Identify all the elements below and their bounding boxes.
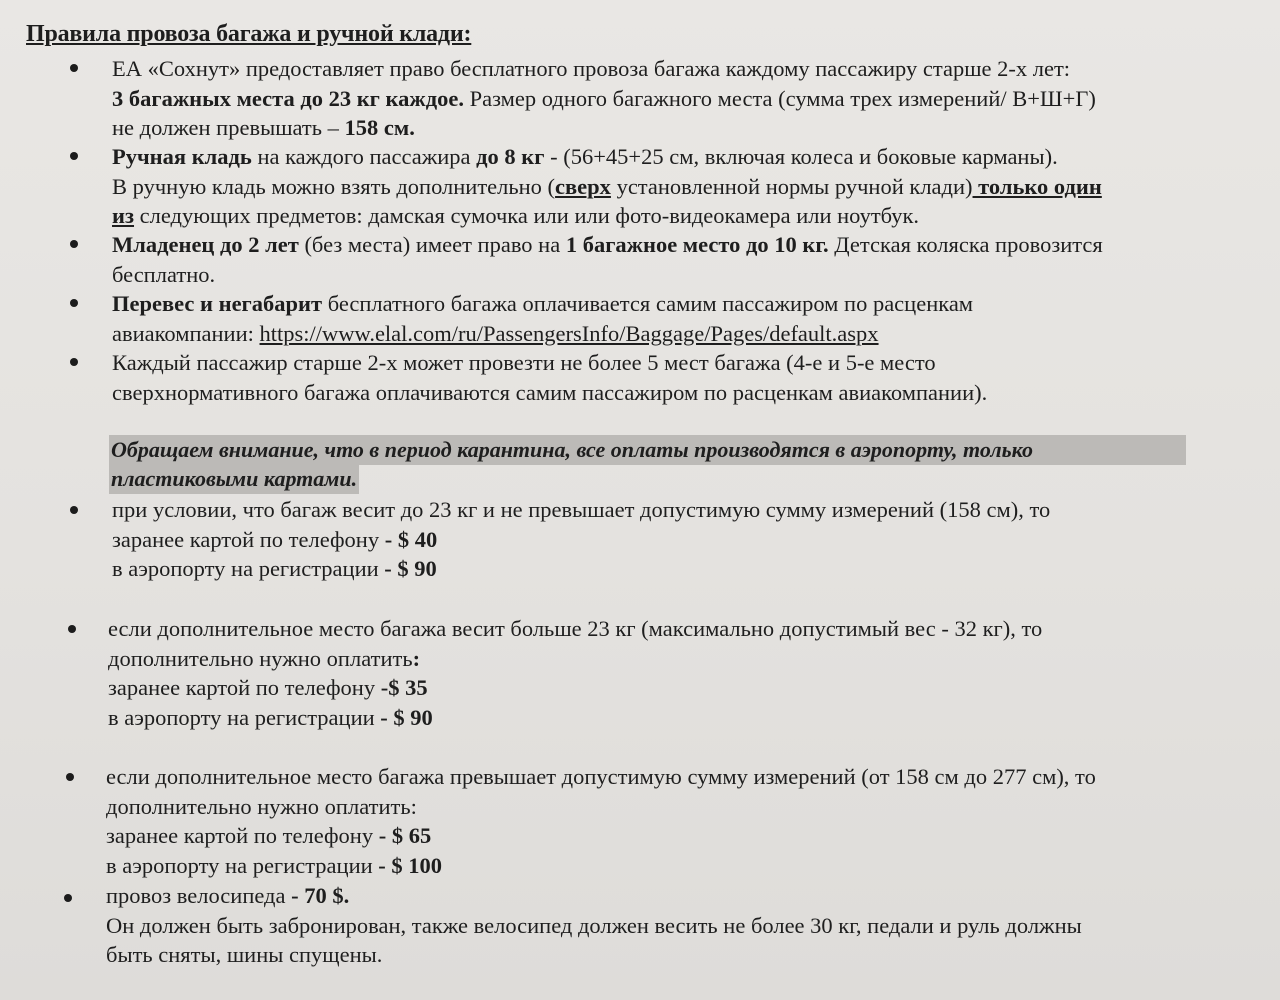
text-line: дополнительно нужно оплатить: [106, 793, 417, 819]
bullet-icon [70, 506, 78, 514]
text-line [112, 554, 1050, 584]
text: (без места) имеет право на [298, 232, 566, 257]
bold-underlined-text: из [112, 203, 135, 228]
text-line [112, 201, 1102, 231]
fee-item-bicycle [106, 881, 1082, 970]
bullet-icon [70, 358, 78, 366]
bullet-icon [70, 64, 78, 72]
baggage-link[interactable]: https://www.elal.com/ru/PassengersInfo/Baggage/Pages/default.aspx [259, 320, 879, 346]
bold-text: Младенец до 2 лет [112, 232, 299, 257]
text-line [112, 113, 1096, 143]
text-line: если дополнительное место багажа превышает допустимую сумму измерений (от 158 см до 277 см), то [106, 764, 1096, 789]
list-item-max-pieces [112, 348, 987, 407]
price-text: - $ 90 [380, 704, 433, 730]
text-line [112, 172, 1102, 202]
text-line [108, 703, 1042, 733]
text-line [106, 851, 1096, 881]
text: - (56+45+25 см, включая колеса и боковые карманы). [544, 144, 1058, 169]
text-line [112, 289, 973, 319]
price-text: -$ 35 [380, 675, 428, 700]
fee-item-oversize [106, 762, 1096, 880]
bold-text: Перевес и негабарит [112, 291, 323, 316]
bullet-icon [68, 625, 76, 633]
text: в аэропорту на регистрации [106, 852, 379, 878]
fee-item-overweight [108, 614, 1042, 732]
bullet-icon [64, 894, 72, 902]
quarantine-notice [109, 435, 1186, 465]
bullet-icon [70, 240, 78, 248]
price-text: - 70 $. [291, 883, 350, 908]
bold-text: : [412, 645, 421, 671]
text-line: Каждый пассажир старше 2-х может провезти не более 5 мест багажа (4-е и 5-е место [112, 350, 936, 375]
text: В ручную кладь можно взять дополнительно ( [112, 173, 556, 199]
bullet-icon [66, 773, 74, 781]
text-line: при условии, что багаж весит до 23 кг и не превышает допустимую сумму измерений (158 см), то [112, 497, 1051, 522]
text: Размер одного багажного места (сумма трех измерений/ В+Ш+Г) [463, 85, 1096, 111]
list-item-hand-luggage [112, 142, 1102, 231]
text-line: Он должен быть забронирован, также велосипед должен весить не более 30 кг, педали и руль должны [106, 912, 1082, 938]
text: Детская коляска провозится [828, 232, 1103, 257]
price-text: - $ 100 [378, 852, 443, 878]
text: бесплатного багажа оплачивается самим пассажиром по расценкам [322, 291, 974, 316]
text-line [108, 644, 1042, 674]
text: заранее картой по телефону [106, 823, 379, 848]
bold-text: 158 см. [344, 115, 415, 140]
bullet-icon [70, 299, 78, 307]
text: авиакомпании: [112, 320, 260, 346]
page-title: Правила провоза багажа и ручной клади: [26, 21, 472, 47]
text-line [112, 525, 1050, 555]
text: дополнительно нужно оплатить [108, 645, 413, 671]
text-line [106, 821, 1096, 851]
fee-item-standard [112, 495, 1050, 584]
text-line [108, 673, 1042, 703]
text: в аэропорту на регистрации [108, 704, 381, 730]
text: провоз велосипеда [106, 883, 292, 908]
text-line: если дополнительное место багажа весит больше 23 кг (максимально допустимый вес - 32 кг), то [108, 616, 1043, 641]
text-line: ЕА «Сохнут» предоставляет право бесплатного провоза багажа каждому пассажиру старше 2-х лет: [112, 56, 1071, 81]
list-item-overweight [112, 289, 973, 348]
text: не должен превышать – [112, 115, 345, 140]
text-line: сверхнормативного багажа оплачиваются самим пассажиром по расценкам авиакомпании). [112, 379, 988, 405]
price-text: - $ 40 [384, 526, 438, 552]
text-line [112, 230, 1103, 260]
text: заранее картой по телефону [108, 675, 381, 700]
bold-text: до 8 кг [476, 144, 545, 169]
list-item-infant [112, 230, 1103, 289]
price-text: - $ 90 [384, 556, 437, 581]
bold-underlined-text: только один [972, 173, 1102, 199]
notice-line: пластиковыми картами. [111, 466, 358, 491]
list-item-free-baggage [112, 54, 1096, 143]
price-text: - $ 65 [378, 823, 432, 848]
text-line [106, 881, 1082, 911]
text: установленной нормы ручной клади) [610, 173, 973, 199]
text: на каждого пассажира [251, 144, 477, 169]
bold-text: Ручная кладь [112, 144, 252, 169]
text: в аэропорту на регистрации [112, 556, 385, 581]
notice-line: Обращаем внимание, что в период карантина, все оплаты производятся в аэропорту, только [111, 437, 1033, 462]
text-line: быть сняты, шины спущены. [106, 942, 383, 967]
bold-text: 1 багажное место до 10 кг. [565, 232, 829, 257]
text-line [112, 142, 1102, 172]
text-line [112, 319, 973, 349]
text-line: бесплатно. [112, 261, 216, 287]
quarantine-notice-continued [109, 464, 359, 494]
text-line [112, 84, 1096, 114]
text: заранее картой по телефону [112, 526, 385, 552]
bold-underlined-text: сверх [555, 173, 611, 199]
bullet-icon [70, 152, 78, 160]
bold-text: 3 багажных места до 23 кг каждое. [112, 85, 464, 111]
text: следующих предметов: дамская сумочка или или фото-видеокамера или ноутбук. [134, 203, 920, 228]
